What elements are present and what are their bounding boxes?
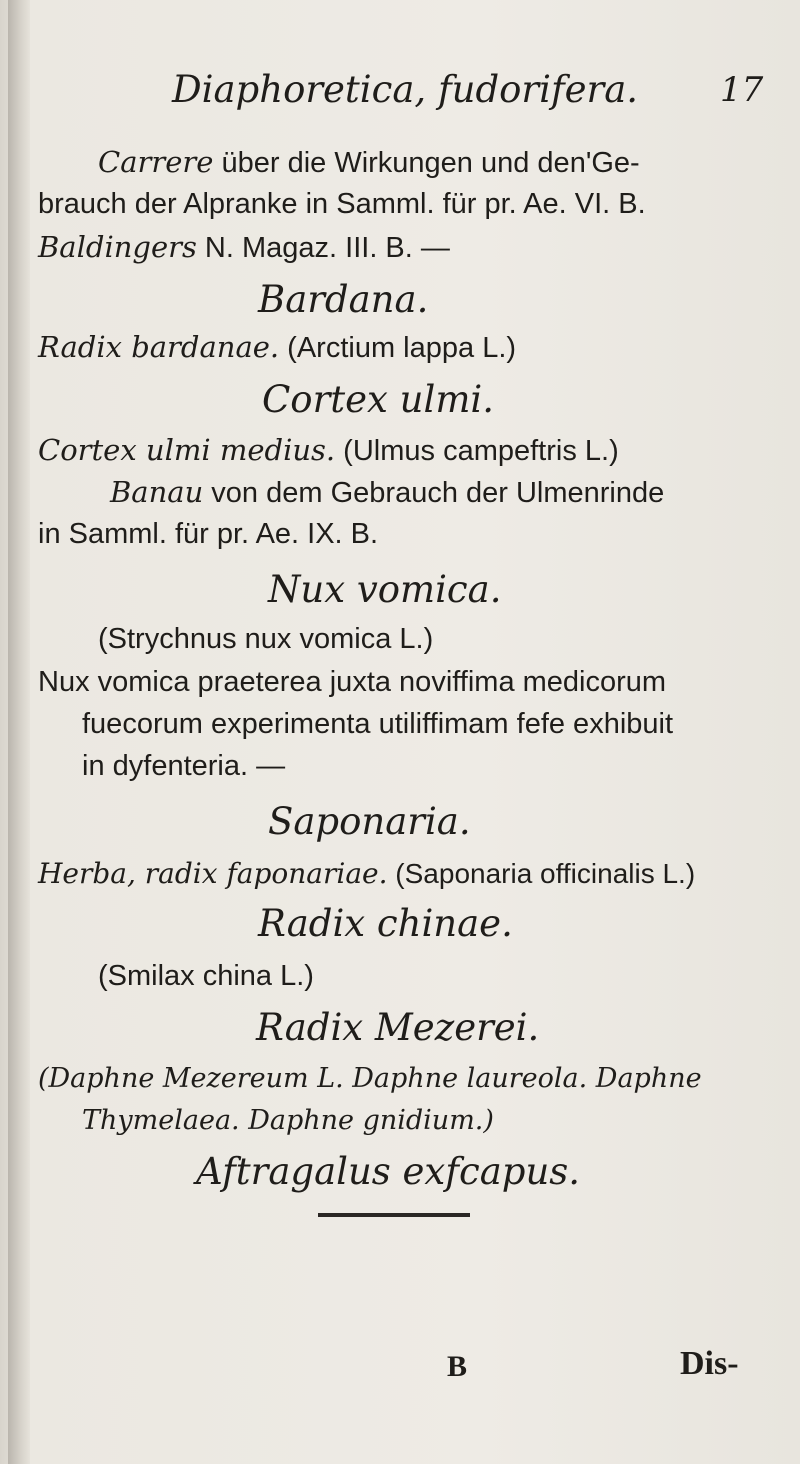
text-line-daphne-1	[38, 1063, 702, 1094]
heading-nux-vomica: Nux vomica.	[268, 568, 502, 611]
text-line-strychnos	[98, 623, 433, 656]
line-text: N. Magaz. III. B. —	[196, 232, 450, 264]
text-line-in-samml	[38, 518, 378, 551]
signature-mark: B	[447, 1350, 468, 1383]
line-text: (Ulmus campeftris L.)	[335, 435, 619, 467]
line-text: (Arctium lappa L.)	[279, 332, 517, 364]
heading-cortex-ulmi: Cortex ulmi.	[262, 378, 495, 421]
drug-name: Radix bardanae.	[38, 330, 280, 364]
line-text: (Saponaria officinalis L.)	[387, 858, 696, 889]
line-text: über die Wirkungen und den'Ge-	[213, 147, 640, 179]
species-list: (Daphne Mezereum L. Daphne laureola. Daphne	[38, 1063, 702, 1094]
text-line-nux-2	[82, 708, 673, 741]
heading-radix-mezerei: Radix Mezerei.	[256, 1006, 540, 1049]
author-name: Banau	[110, 475, 204, 509]
running-head: Diaphoretica, fudorifera.	[172, 68, 639, 111]
author-name: Baldingers	[38, 230, 197, 264]
page-number: 17	[720, 70, 764, 110]
line-text: (Smilax china L.)	[98, 960, 314, 992]
line-text: (Strychnus nux vomica L.)	[98, 623, 434, 655]
text-line-herba	[38, 857, 695, 890]
heading-radix-chinae: Radix chinae.	[258, 902, 513, 945]
text-line-baldingers	[38, 230, 450, 265]
line-text: in Samml. für pr. Ae. IX. B.	[38, 518, 379, 550]
line-text: in dyfenteria. —	[82, 750, 286, 782]
author-name: Carrere	[98, 145, 214, 179]
text-line-nux-3	[82, 750, 285, 783]
text-line-cortex-medius	[38, 433, 619, 468]
text-line-radix-bardanae	[38, 330, 516, 365]
line-text: brauch der Alpranke in Samml. für pr. Ae. VI. B.	[38, 188, 646, 220]
text-line-smilax	[98, 960, 314, 993]
line-text: von dem Gebrauch der Ulmenrinde	[203, 477, 665, 509]
text-line-brauch	[38, 188, 646, 221]
text-line-daphne-2	[82, 1105, 494, 1136]
drug-name: Herba, radix faponariae.	[38, 857, 388, 890]
section-rule	[318, 1213, 470, 1217]
text-line-banau	[110, 475, 664, 510]
line-text: fuecorum experimenta utiliffimam fefe exhibuit	[82, 708, 674, 740]
page-spine-shadow	[8, 0, 30, 1464]
text-line-carrere	[98, 145, 640, 180]
heading-saponaria: Saponaria.	[268, 800, 471, 843]
drug-name: Cortex ulmi medius.	[38, 433, 336, 467]
heading-astragalus: Aftragalus exfcapus.	[196, 1150, 581, 1193]
catchword: Dis-	[680, 1345, 739, 1382]
heading-bardana: Bardana.	[258, 278, 429, 321]
line-text: Nux vomica praeterea juxta noviffima medicorum	[38, 666, 667, 698]
species-list: Thymelaea. Daphne gnidium.)	[82, 1105, 494, 1136]
text-line-nux-1	[38, 666, 666, 699]
